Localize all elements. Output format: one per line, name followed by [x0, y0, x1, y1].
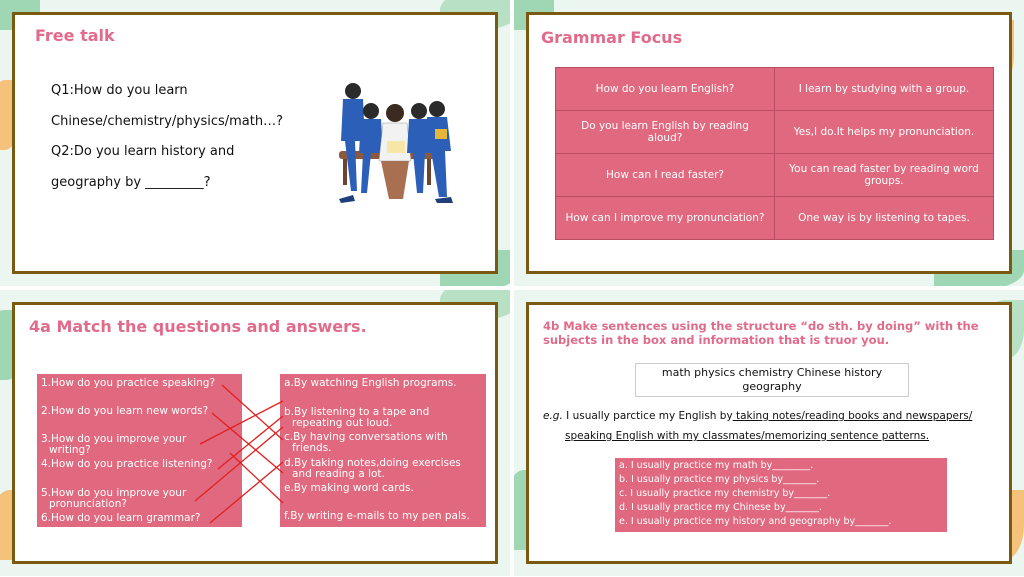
example-underlined-2: speaking English with my classmates/memorizing sentence patterns.	[565, 430, 930, 442]
grammar-table	[555, 67, 994, 240]
grammar-question-cell: Do you learn English by reading aloud?	[556, 111, 775, 154]
example-label: e.g.	[543, 410, 563, 422]
slide-title: 4a Match the questions and answers.	[29, 317, 367, 336]
exercise-item: a. I usually practice my math by________.	[619, 460, 814, 471]
subjects-line-1: math physics chemistry Chinese history	[661, 366, 883, 379]
grammar-question-cell: How can I read faster?	[556, 154, 775, 197]
answer-item: f.By writing e-mails to my pen pals.	[284, 510, 470, 522]
grammar-answer-cell: Yes,I do.It helps my pronunciation.	[775, 111, 994, 154]
exercise-item: c. I usually practice my chemistry by_______.	[619, 488, 831, 499]
students-studying-illustration	[331, 81, 461, 206]
grammar-question-cell: How can I improve my pronunciation?	[556, 197, 775, 240]
match-lines	[15, 305, 501, 567]
subjects-line-2: geography	[742, 380, 802, 393]
slide-title-line-1: 4b Make sentences using the structure “do sth. by doing” with the	[543, 319, 979, 333]
grammar-answer-cell: One way is by listening to tapes.	[775, 197, 994, 240]
slide-panel	[12, 302, 498, 564]
question-2-line-2: geography by _________?	[51, 175, 211, 190]
question-1-line-1: Q1:How do you learn	[51, 83, 188, 98]
answer-item: b.By listening to a tape and	[284, 406, 430, 418]
grammar-question-cell: How do you learn English?	[556, 68, 775, 111]
question-item: 4.How do you practice listening?	[41, 458, 213, 470]
slide-make-sentences[interactable]	[514, 290, 1024, 576]
slide-panel	[526, 12, 1012, 274]
match-line	[212, 413, 283, 473]
slide-title: Free talk	[35, 26, 115, 45]
slide-free-talk[interactable]	[0, 0, 510, 286]
question-2-line-1: Q2:Do you learn history and	[51, 144, 235, 159]
question-1-line-2: Chinese/chemistry/physics/math…?	[51, 114, 284, 129]
answer-item: c.By having conversations with	[284, 431, 448, 443]
grammar-answer-cell: I learn by studying with a group.	[775, 68, 994, 111]
example-line-1	[543, 410, 972, 422]
match-line	[222, 385, 283, 440]
question-item: 2.How do you learn new words?	[41, 405, 209, 417]
grammar-answer-cell: You can read faster by reading word groups.	[775, 154, 994, 197]
answer-item: repeating out loud.	[292, 417, 393, 429]
slide-title	[543, 319, 979, 347]
slide-panel	[12, 12, 498, 274]
match-line	[230, 453, 283, 503]
subjects-box	[635, 363, 909, 397]
question-item: 3.How do you improve your	[41, 433, 187, 445]
example-underlined-1: taking notes/reading books and newspapers/	[732, 410, 973, 422]
question-item: pronunciation?	[49, 498, 127, 510]
answer-item: a.By watching English programs.	[284, 377, 457, 389]
answer-item: e.By making word cards.	[284, 482, 414, 494]
exercise-item: e. I usually practice my history and geography by_______.	[619, 516, 892, 527]
example-text: I usually parctice my English by	[562, 410, 733, 422]
match-lines-group	[195, 385, 283, 523]
slide-panel	[526, 302, 1012, 564]
slide-match-questions[interactable]	[0, 290, 510, 576]
slide-title: Grammar Focus	[541, 28, 683, 47]
exercise-item: d. I usually practice my Chinese by_______.	[619, 502, 822, 513]
slide-title-line-2: subjects in the box and information that is truor you.	[543, 333, 890, 347]
question-item: writing?	[49, 444, 91, 456]
exercise-box	[615, 458, 947, 532]
answer-item: d.By taking notes,doing exercises	[284, 457, 461, 469]
question-item: 1.How do you practice speaking?	[41, 377, 216, 389]
answer-item: and reading a lot.	[292, 468, 385, 480]
slide-grammar-focus[interactable]	[514, 0, 1024, 286]
match-line	[218, 416, 283, 469]
question-item: 5.How do you improve your	[41, 487, 187, 499]
question-item: 6.How do you learn grammar?	[41, 512, 201, 524]
exercise-item: b. I usually practice my physics by_______.	[619, 474, 820, 485]
answer-item: friends.	[292, 442, 332, 454]
